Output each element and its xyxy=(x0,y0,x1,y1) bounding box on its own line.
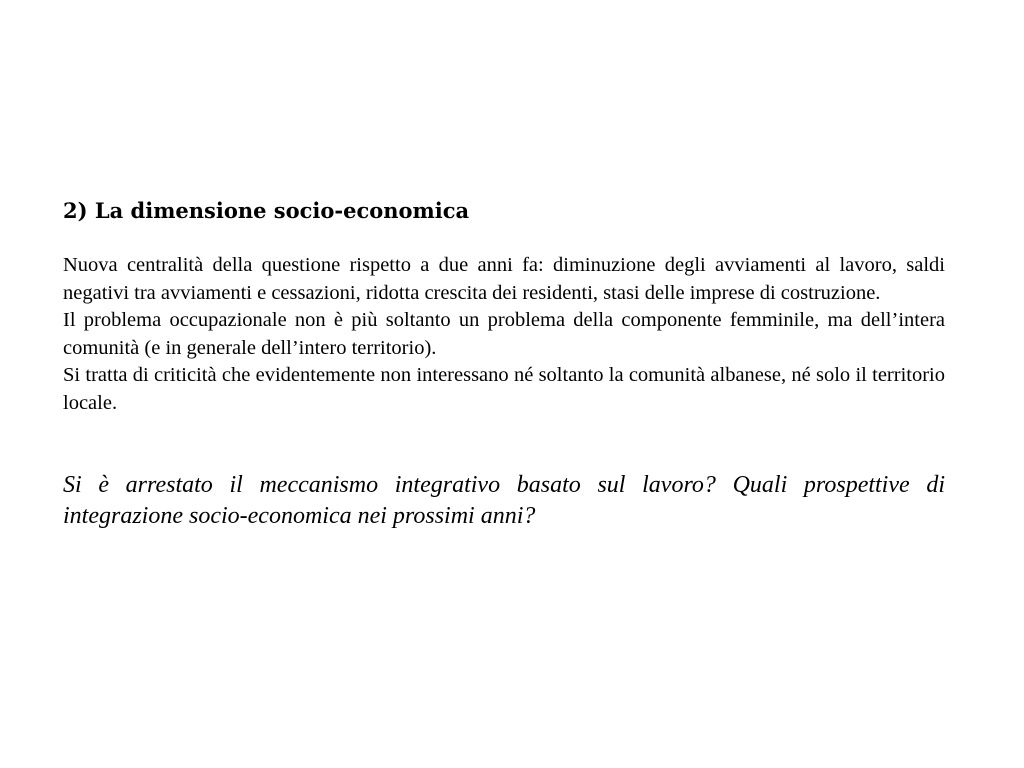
paragraph-criticality: Si tratta di criticità che evidentemente non interessano né soltanto la comunità albanese, né solo il territorio locale. xyxy=(63,364,945,414)
closing-question: Si è arrestato il meccanismo integrativo basato sul lavoro? Quali prospettive di integrazione socio-economica nei prossimi anni? xyxy=(63,472,945,529)
paragraph-centrality: Nuova centralità della questione rispetto a due anni fa: diminuzione degli avviamenti al lavoro, saldi negativi tra avviamenti e cessazioni, ridotta crescita dei residenti, stasi delle imprese di costruzione. xyxy=(63,254,945,304)
paragraph-occupation: Il problema occupazionale non è più soltanto un problema della componente femminile, ma dell’intera comunità (e in generale dell’intero territorio). xyxy=(63,309,945,359)
slide-heading: 2) La dimensione socio-economica xyxy=(63,198,470,223)
slide-content xyxy=(63,196,945,532)
